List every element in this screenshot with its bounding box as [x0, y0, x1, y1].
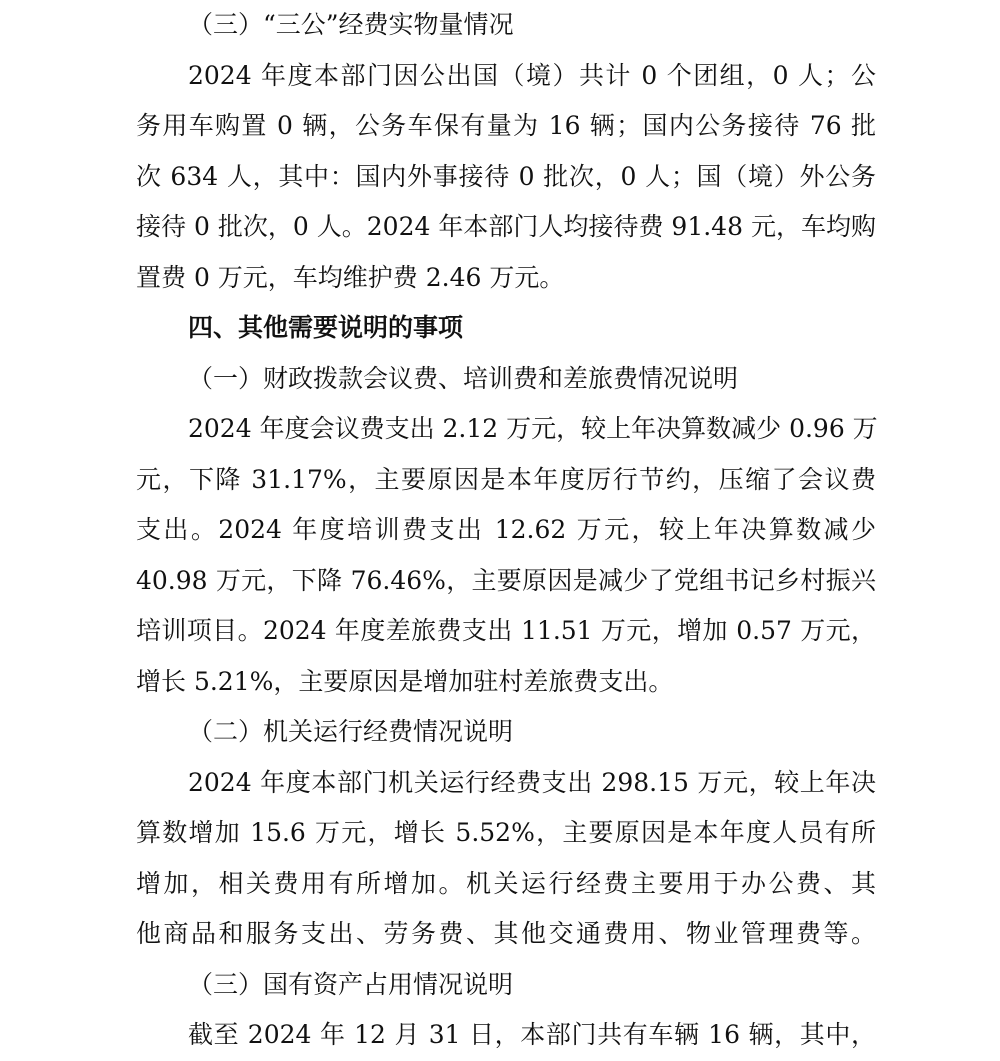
document-page	[136, 0, 876, 1061]
paragraph-line: 务用车购置 0 辆，公务车保有量为 16 辆；国内公务接待 76 批	[136, 111, 876, 140]
paragraph-line: 40.98 万元，下降 76.46%，主要原因是减少了党组书记乡村振兴	[136, 565, 876, 595]
section-3-title: （三）“三公”经费实物量情况	[188, 10, 514, 39]
paragraph-line: 增长 5.21%，主要原因是增加驻村差旅费支出。	[136, 666, 674, 696]
paragraph-line: 增加，相关费用有所增加。机关运行经费主要用于办公费、其	[136, 868, 876, 898]
paragraph-line: 次 634 人，其中：国内外事接待 0 批次，0 人；国（境）外公务	[136, 161, 876, 191]
paragraph-line: 2024 年度会议费支出 2.12 万元，较上年决算数减少 0.96 万	[188, 414, 878, 443]
paragraph-line: 接待 0 批次，0 人。2024 年本部门人均接待费 91.48 元，车均购	[136, 212, 876, 241]
subsection-1-title: （一）财政拨款会议费、培训费和差旅费情况说明	[188, 363, 739, 393]
part-4-heading: 四、其他需要说明的事项	[188, 313, 464, 342]
paragraph-line: 元，下降 31.17%，主要原因是本年度厉行节约，压缩了会议费	[136, 464, 876, 494]
section-3-paragraph	[136, 51, 876, 304]
subsection-1-paragraph	[136, 404, 876, 707]
subsection-2-title: （二）机关运行经费情况说明	[188, 717, 514, 746]
paragraph-line: 他商品和服务支出、劳务费、其他交通费用、物业管理费等。	[136, 919, 876, 948]
paragraph-line: 2024 年度本部门因公出国（境）共计 0 个团组，0 人；公	[188, 60, 876, 90]
subsection-2-paragraph	[136, 758, 876, 960]
subsection-3-title: （三）国有资产占用情况说明	[188, 969, 514, 999]
paragraph-line: 算数增加 15.6 万元，增长 5.52%，主要原因是本年度人员有所	[136, 818, 876, 847]
paragraph-line: 置费 0 万元，车均维护费 2.46 万元。	[136, 262, 565, 292]
paragraph-line: 截至 2024 年 12 月 31 日，本部门共有车辆 16 辆，其中，	[188, 1020, 876, 1049]
subsection-3-paragraph	[136, 1010, 876, 1061]
paragraph-line: 支出。2024 年度培训费支出 12.62 万元，较上年决算数减少	[136, 515, 876, 544]
paragraph-line: 2024 年度本部门机关运行经费支出 298.15 万元，较上年决	[188, 767, 876, 797]
paragraph-line: 培训项目。2024 年度差旅费支出 11.51 万元，增加 0.57 万元，	[136, 616, 876, 645]
